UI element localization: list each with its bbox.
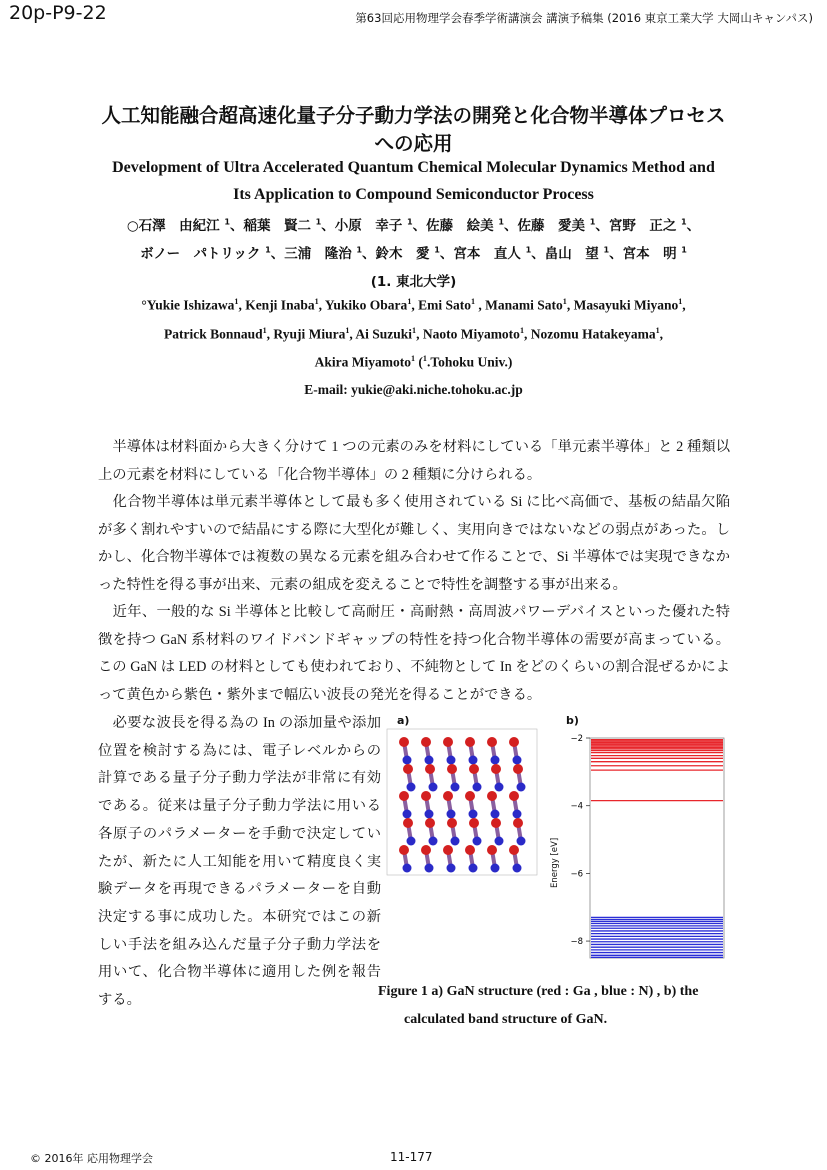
n-atom [513,864,522,873]
body-paragraph-4 [98,710,381,1015]
figure-caption-line1: Figure 1 a) GaN structure (red : Ga , blue : N) , b) the [378,984,699,999]
ga-atom [469,764,479,774]
ga-atom [443,791,453,801]
ga-atom [399,845,409,855]
authors-en-line1: °Yukie Ishizawa$^1$, Kenji Inaba$^1$, Yukiko Obara$^1$, Emi Sato$^1$ , Manami Sato$^1$, Masayuki Miyano$^1$, [141,297,686,313]
ga-atom [487,737,497,747]
n-atom [407,783,416,792]
conference-header: 第63回応用物理学会春季学術講演会 講演予稿集 (2016 東京工業大学 大岡山キャンパス) [355,11,813,25]
n-atom [495,837,504,846]
n-atom [447,864,456,873]
figure-caption [378,978,738,1034]
body-paragraph-3 [98,599,730,709]
figure-caption-line2: calculated band structure of GaN. [404,1012,608,1027]
ga-atom [425,764,435,774]
authors-jp-line2: ボノー パトリック $^1$、三浦 隆治 $^1$、鈴木 愛 $^1$、宮本 直人 $^1$、畠山 望 $^1$、宮本 明 $^1$ [140,244,687,262]
n-atom [469,810,478,819]
ga-atom [487,791,497,801]
n-atom [517,783,526,792]
ga-atom [421,791,431,801]
n-atom [403,810,412,819]
y-axis-label: Energy [eV] [550,837,560,888]
n-atom [491,810,500,819]
n-atom [403,864,412,873]
footer-copyright: © 2016年 応用物理学会 [30,1152,153,1165]
ga-atom [425,818,435,828]
n-atom [425,864,434,873]
ga-atom [443,845,453,855]
y-tick-label-0: −2 [570,734,583,744]
ga-atom [509,791,519,801]
figure-label-b: b) [566,714,579,727]
ga-atom [513,818,523,828]
authors-en-line2: Patrick Bonnaud$^1$, Ryuji Miura$^1$, Ai Suzuki$^1$, Naoto Miyamoto$^1$, Nozomu Hatakeyama$^1$, [163,326,664,342]
ga-atom [465,737,475,747]
authors-jp-line1: ○石澤 由紀江 $^1$、稲葉 賢二 $^1$、小原 幸子 $^1$、佐藤 絵美 $^1$、佐藤 愛美 $^1$、宮野 正之 $^1$、 [126,216,701,234]
n-atom [451,837,460,846]
n-atom [407,837,416,846]
ga-atom [403,764,413,774]
ga-atom [403,818,413,828]
ga-atom [513,764,523,774]
body-paragraph-2 [98,489,730,599]
figure-label-a: a) [397,714,410,727]
y-tick-label-2: −6 [570,869,583,880]
footer-page-number: 11-177 [390,1150,433,1164]
body-paragraph-4-text: 必要な波長を得る為の In の添加量や添加位置を検討する為には、電子レベルからの計算である量子分子動力学法が非常に有効である。従来は量子分子動力学法に用いる各原子のパラメーターを手動で決定していたが、新たに人工知能を用いて精度良く実験データを再現できるパラメーターを自動決定する事に成功した。本研究ではこの新しい手法を組み込んだ量子分子動力学法を用いて、化合物半導体に適用した例を報告する。 [98,715,381,1009]
n-atom [469,756,478,765]
n-atom [473,837,482,846]
plot-frame [590,738,724,958]
title-jp-line1: 人工知能融合超高速化量子分子動力学法の開発と化合物半導体プロセス [101,104,726,127]
contact-email: E-mail: yukie@aki.niche.tohoku.ac.jp [304,382,523,397]
authors-en-line3: Akira Miyamoto$^1$ ($^1$.Tohoku Univ.) [314,354,513,370]
gan-crystal-structure-image [386,728,538,878]
n-atom [451,783,460,792]
n-atom [429,783,438,792]
n-atom [491,756,500,765]
ga-atom [399,791,409,801]
n-atom [513,756,522,765]
ga-atom [487,845,497,855]
ga-atom [509,737,519,747]
n-atom [425,756,434,765]
ga-atom [421,845,431,855]
y-tick-label-1: −4 [570,801,583,812]
ga-atom [469,818,479,828]
title-en-line1: Development of Ultra Accelerated Quantum Chemical Molecular Dynamics Method and [112,159,715,176]
n-atom [495,783,504,792]
ga-atom [465,845,475,855]
ga-atom [447,818,457,828]
n-atom [469,864,478,873]
ga-atom [443,737,453,747]
affiliation-jp: (1. 東北大学) [370,274,457,290]
y-tick-label-3: −8 [570,937,583,948]
n-atom [491,864,500,873]
ga-atom [509,845,519,855]
n-atom [513,810,522,819]
n-atom [403,756,412,765]
body-paragraph-2-text: 化合物半導体は単元素半導体として最も多く使用されている Si に比べ高価で、基板の結晶欠陥が多く割れやすいので結晶にする際に大型化が難しく、実用向きではないなどの弱点があった。しかし、化合物半導体では複数の異なる元素を組み合わせて作ることで、Si 半導体では実現できなかった特性を得る事が出来、元素の組成を変えることで特性を調整する事が出来る。 [98,494,730,593]
ga-atom [491,818,501,828]
body-paragraph-3-text: 近年、一般的な Si 半導体と比較して高耐圧・高耐熱・高周波パワーデバイスといった優れた特徴を持つ GaN 系材料のワイドバンドギャップの特性を持つ化合物半導体の需要が高まっている。この GaN は LED の材料としても使われており、不純物として In をどのくらいの割合混ぜるかによって黄色から紫色・紫外まで幅広い波長の発光を得ることができる。 [98,604,730,703]
title-jp-line2: への応用 [374,132,453,155]
band-structure-chart [540,728,730,960]
n-atom [429,837,438,846]
ga-atom [399,737,409,747]
title-en-line2: Its Application to Compound Semiconductor Process [233,186,594,203]
ga-atom [421,737,431,747]
ga-atom [447,764,457,774]
ga-atom [465,791,475,801]
n-atom [447,810,456,819]
body-paragraph-1 [98,434,730,489]
body-paragraph-1-text: 半導体は材料面から大きく分けて 1 つの元素のみを材料にしている「単元素半導体」と 2 種類以上の元素を材料にしている「化合物半導体」の 2 種類に分けられる。 [98,439,730,483]
n-atom [473,783,482,792]
n-atom [447,756,456,765]
n-atom [517,837,526,846]
n-atom [425,810,434,819]
ga-atom [491,764,501,774]
paper-id: 20p-P9-22 [9,2,107,24]
